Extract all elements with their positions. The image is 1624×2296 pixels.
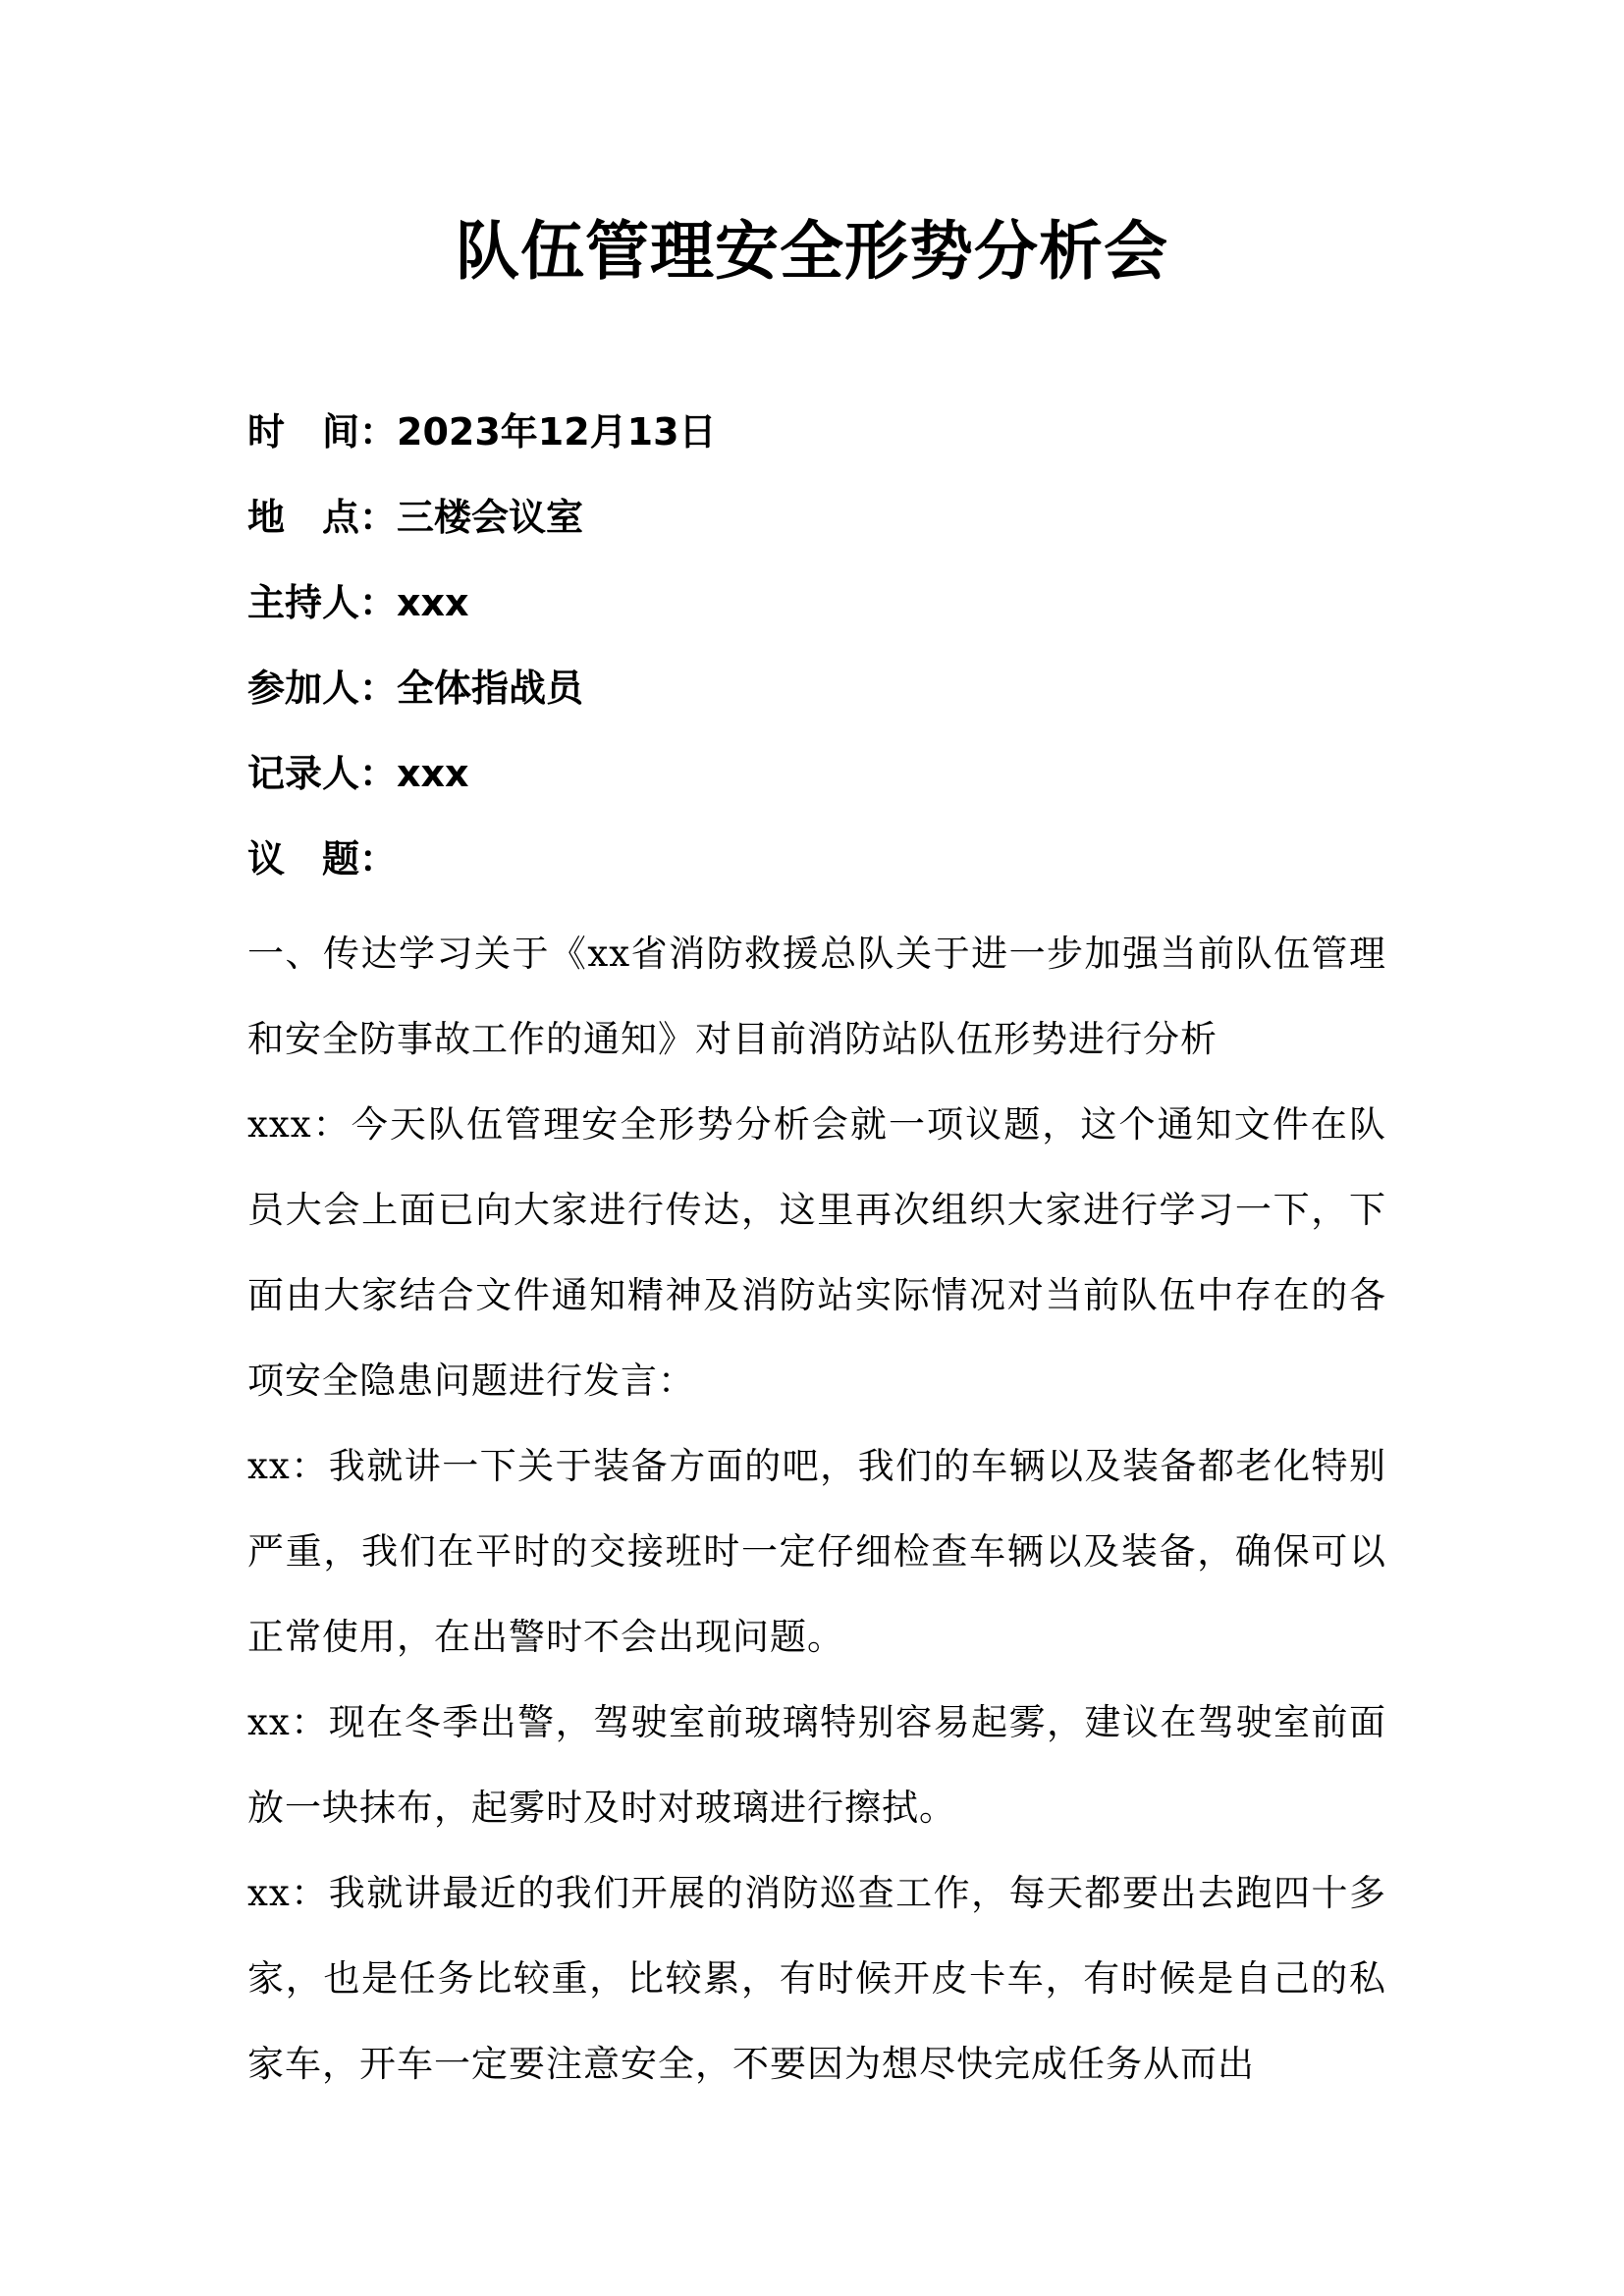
body-paragraph: xx：我就讲一下关于装备方面的吧，我们的车辆以及装备都老化特别严重，我们在平时的交接班时一定仔细检查车辆以及装备，确保可以正常使用，在出警时不会出现问题。 (247, 1445, 1386, 1658)
body-paragraph: xxx：今天队伍管理安全形势分析会就一项议题，这个通知文件在队员大会上面已向大家进行传达，这里再次组织大家进行学习一下，下面由大家结合文件通知精神及消防站实际情况对当前队伍中存在的各项安全隐患问题进行发言： (247, 1103, 1386, 1402)
meta-host (247, 573, 1386, 659)
meta-label: 主持人： (247, 581, 398, 624)
meta-value: xxx (397, 581, 469, 624)
meeting-info (247, 402, 1386, 915)
meta-label: 地 点： (247, 496, 398, 539)
meta-time (247, 402, 1386, 488)
body-paragraph: xx：我就讲最近的我们开展的消防巡查工作，每天都要出去跑四十多家，也是任务比较重，比较累，有时候开皮卡车，有时候是自己的私家车，开车一定要注意安全，不要因为想尽快完成任务从而出 (247, 1872, 1386, 2085)
meta-topic (247, 829, 1386, 915)
meta-location (247, 488, 1386, 573)
meta-value: 2023年12月13日 (397, 410, 717, 454)
meta-label: 时 间： (247, 410, 398, 454)
meta-attendees (247, 659, 1386, 744)
body-paragraph: xx：现在冬季出警，驾驶室前玻璃特别容易起雾，建议在驾驶室前面放一块抹布，起雾时及时对玻璃进行擦拭。 (247, 1701, 1386, 1829)
meta-label: 记录人： (247, 752, 398, 795)
meta-label: 议 题： (247, 837, 398, 881)
meta-label: 参加人： (247, 667, 398, 710)
meta-value: 全体指战员 (397, 667, 584, 710)
meta-value: 三楼会议室 (397, 496, 584, 539)
document-body (247, 911, 1386, 2107)
meta-value: xxx (397, 752, 469, 795)
body-paragraph: 一、传达学习关于《xx省消防救援总队关于进一步加强当前队伍管理和安全防事故工作的通知》对目前消防站队伍形势进行分析 (247, 933, 1386, 1060)
document-title: 队伍管理安全形势分析会 (455, 215, 1168, 289)
meta-recorder (247, 744, 1386, 829)
